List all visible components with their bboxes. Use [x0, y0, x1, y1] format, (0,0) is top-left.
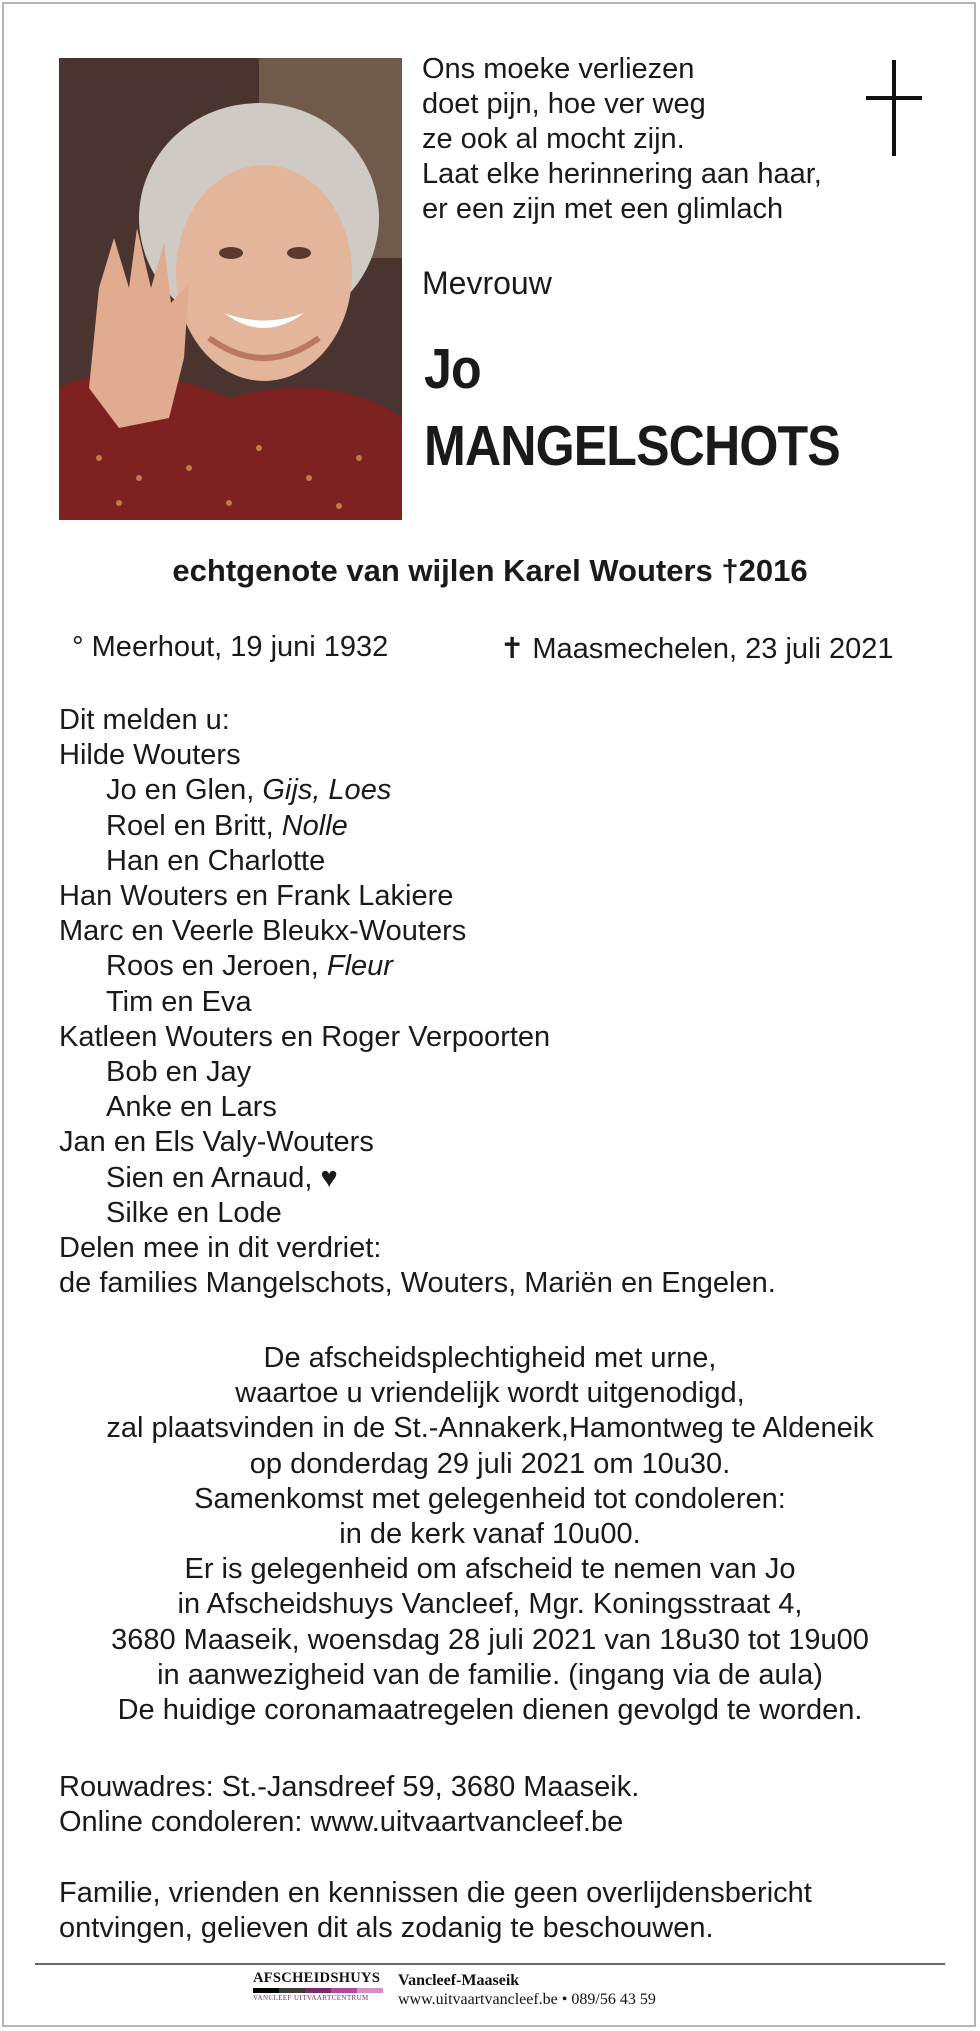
logo-swatch	[253, 1988, 279, 1993]
spouse-line: echtgenote van wijlen Karel Wouters †2016	[172, 553, 808, 588]
family-line: Han en Charlotte	[106, 844, 326, 877]
poem-line: ze ook al mocht zijn.	[422, 123, 685, 155]
portrait-photo	[59, 58, 402, 520]
ceremony-line: in aanwezigheid van de familie. (ingang via de aula)	[157, 1658, 823, 1691]
ceremony-line: in de kerk vanaf 10u00.	[339, 1518, 641, 1551]
family-line: Tim en Eva	[106, 985, 252, 1018]
logo-subtitle: VANCLEEF UITVAARTCENTRUM	[253, 1994, 369, 2002]
footer-contact	[398, 1971, 656, 2009]
poem-line: er een zijn met een glimlach	[422, 193, 784, 225]
ceremony-line: waartoe u vriendelijk wordt uitgenodigd,	[235, 1377, 745, 1410]
logo-swatch	[279, 1988, 305, 1993]
funeral-home-logo	[253, 1970, 383, 2010]
birth-info: ° Meerhout, 19 juni 1932	[72, 631, 389, 663]
family-line: Sien en Arnaud, ♥	[106, 1161, 338, 1194]
family-intro: Dit melden u:	[59, 704, 230, 736]
ceremony-line: zal plaatsvinden in de St.-Annakerk,Hamontweg te Aldeneik	[106, 1412, 874, 1445]
mourning-address: Rouwadres: St.-Jansdreef 59, 3680 Maaseik.	[59, 1771, 640, 1803]
family-line: Roel en Britt, Nolle	[106, 809, 348, 842]
family-line: Bob en Jay	[106, 1056, 252, 1089]
footer-divider	[35, 1963, 945, 1965]
family-line: Katleen Wouters en Roger Verpoorten	[59, 1020, 551, 1053]
family-line: Hilde Wouters	[59, 739, 241, 772]
family-line: Jan en Els Valy-Wouters	[59, 1126, 374, 1159]
family-line: Jo en Glen, Gijs, Loes	[106, 774, 392, 807]
ceremony-line: op donderdag 29 juli 2021 om 10u30.	[249, 1447, 731, 1480]
notice-block	[59, 1876, 812, 1946]
address-block	[59, 1770, 639, 1840]
poem-line: Laat elke herinnering aan haar,	[422, 158, 822, 190]
logo-swatch	[305, 1988, 331, 1993]
logo-color-bar	[253, 1988, 383, 1993]
logo-swatch	[357, 1988, 383, 1993]
ceremony-line: 3680 Maaseik, woensdag 28 juli 2021 van 18u30 tot 19u00	[111, 1623, 869, 1656]
ceremony-line: in Afscheidshuys Vancleef, Mgr. Koningsstraat 4,	[177, 1588, 803, 1621]
family-line: Han Wouters en Frank Lakiere	[59, 880, 454, 913]
ceremony-line: De afscheidsplechtigheid met urne,	[263, 1342, 717, 1374]
family-list	[59, 703, 776, 1301]
family-line: Marc en Veerle Bleukx-Wouters	[59, 915, 467, 948]
company-name: Vancleef-Maaseik	[398, 1972, 520, 1989]
portrait-photo-drawing	[59, 58, 402, 520]
latin-cross-icon	[864, 60, 924, 160]
memorial-poem	[422, 52, 862, 227]
poem-line: Ons moeke verliezen	[422, 53, 695, 85]
online-condolence: Online condoleren: www.uitvaartvancleef.be	[59, 1806, 624, 1839]
family-line: Anke en Lars	[106, 1091, 277, 1124]
poem-line: doet pijn, hoe ver weg	[422, 88, 706, 120]
deceased-last-name: MANGELSCHOTS	[424, 414, 840, 478]
logo-swatch	[331, 1988, 357, 1993]
death-info: ✝ Maasmechelen, 23 juli 2021	[500, 633, 894, 665]
deceased-first-name: Jo	[424, 337, 481, 401]
ceremony-line: De huidige coronamaatregelen dienen gevolgd te worden.	[117, 1694, 863, 1727]
logo-name: AFSCHEIDSHUYS	[253, 1970, 381, 1986]
families-line: de families Mangelschots, Wouters, Mariën en Engelen.	[59, 1267, 776, 1300]
ceremony-details	[0, 1341, 980, 1728]
family-line: Silke en Lode	[106, 1196, 282, 1229]
family-line: Roos en Jeroen, Fleur	[106, 950, 393, 983]
notice-line: ontvingen, gelieven dit als zodanig te beschouwen.	[59, 1912, 714, 1945]
share-intro: Delen mee in dit verdriet:	[59, 1232, 382, 1265]
ceremony-line: Er is gelegenheid om afscheid te nemen van Jo	[184, 1553, 796, 1586]
honorific-title: Mevrouw	[422, 265, 552, 301]
ceremony-line: Samenkomst met gelegenheid tot condoleren:	[194, 1482, 786, 1515]
notice-line: Familie, vrienden en kennissen die geen overlijdensbericht	[59, 1877, 812, 1909]
contact-line: www.uitvaartvancleef.be • 089/56 43 59	[398, 1991, 656, 2008]
